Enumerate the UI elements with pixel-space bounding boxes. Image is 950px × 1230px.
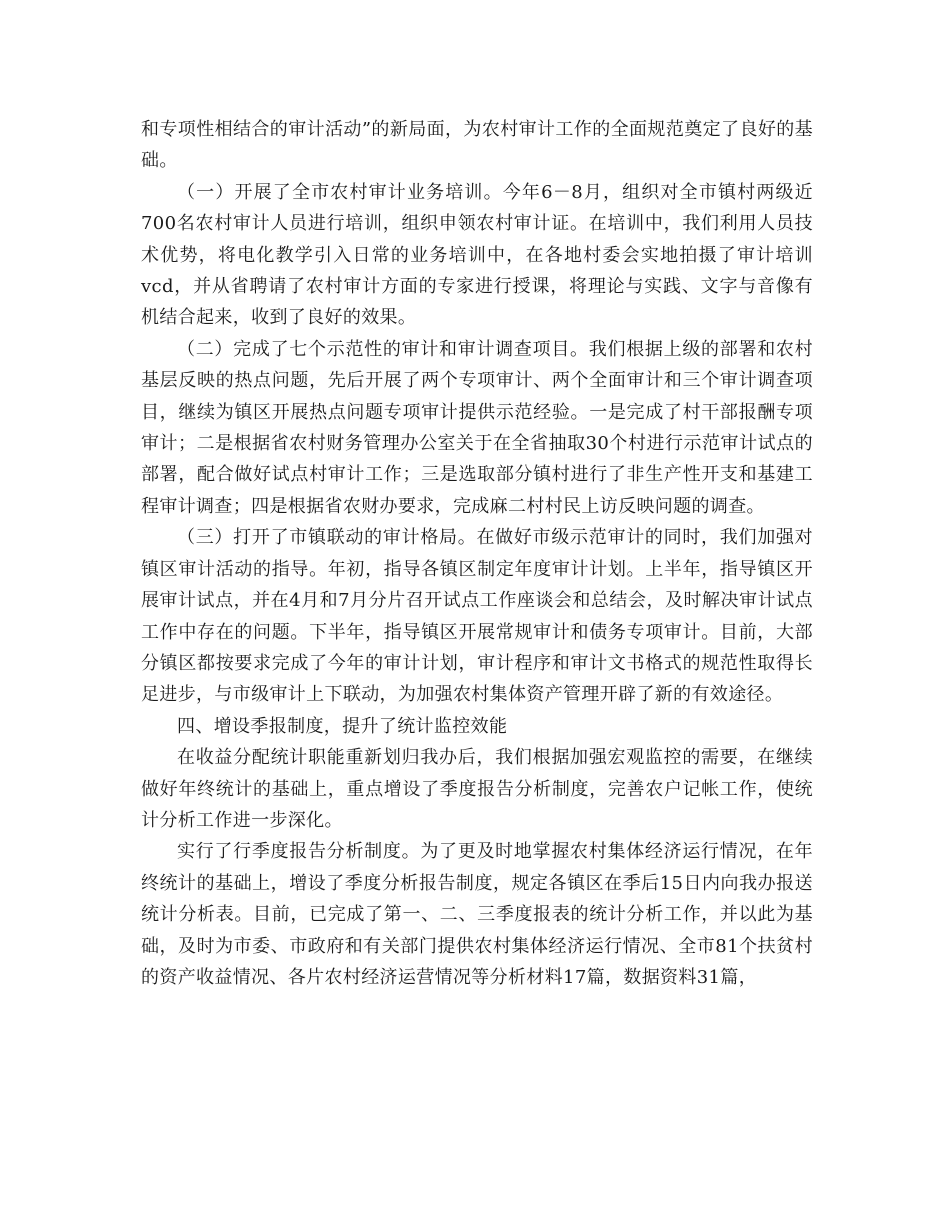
paragraph-audit-training: （一）开展了全市农村审计业务培训。今年6－8月，组织对全市镇村两级近700名农村审计人员进行培训，组织申领农村审计证。在培训中，我们利用人员技术优势，将电化教学引入日常的业务培训中，在各地村委会实地拍摄了审计培训vcd，并从省聘请了农村审计方面的专家进行授课，将理论与实践、文字与音像有机结合起来，收到了良好的效果。 <box>141 181 813 329</box>
paragraph-city-town-linkage: （三）打开了市镇联动的审计格局。在做好市级示范审计的同时，我们加强对镇区审计活动的指导。年初，指导各镇区制定年度审计计划。上半年，指导镇区开展审计试点，并在4月和7月分片召开试点工作座谈会和总结会，及时解决审计试点工作中存在的问题。下半年，指导镇区开展常规审计和债务专项审计。目前，大部分镇区都按要求完成了今年的审计计划，审计程序和审计文书格式的规范性取得长足进步，与市级审计上下联动，为加强农村集体资产管理开辟了新的有效途径。 <box>141 527 813 706</box>
paragraph-statistics-intro: 在收益分配统计职能重新划归我办后，我们根据加强宏观监控的需要，在继续做好年终统计的基础上，重点增设了季度报告分析制度，完善农户记帐工作，使统计分析工作进一步深化。 <box>141 747 813 831</box>
paragraph-continuation: 和专项性相结合的审计活动”的新局面，为农村审计工作的全面规范奠定了良好的基础。 <box>141 119 813 172</box>
document-body <box>141 114 813 993</box>
paragraph-demonstration-projects: （二）完成了七个示范性的审计和审计调查项目。我们根据上级的部署和农村基层反映的热点问题，先后开展了两个专项审计、两个全面审计和三个审计调查项目，继续为镇区开展热点问题专项审计提供示范经验。一是完成了村干部报酬专项审计；二是根据省农村财务管理办公室关于在全省抽取30个村进行示范审计试点的部署，配合做好试点村审计工作；三是选取部分镇村进行了非生产性开支和基建工程审计调查；四是根据省农财办要求，完成麻二村村民上访反映问题的调查。 <box>141 338 813 517</box>
paragraph-quarterly-analysis: 实行了行季度报告分析制度。为了更及时地掌握农村集体经济运行情况，在年终统计的基础上，增设了季度分析报告制度，规定各镇区在季后15日内向我办报送统计分析表。目前，已完成了第一、二、三季度报表的统计分析工作，并以此为基础，及时为市委、市政府和有关部门提供农村集体经济运行情况、全市81个扶贫村的资产收益情况、各片农村经济运营情况等分析材料17篇，数据资料31篇， <box>141 841 813 988</box>
section-heading-quarterly-reports: 四、增设季报制度，提升了统计监控效能 <box>177 715 508 737</box>
